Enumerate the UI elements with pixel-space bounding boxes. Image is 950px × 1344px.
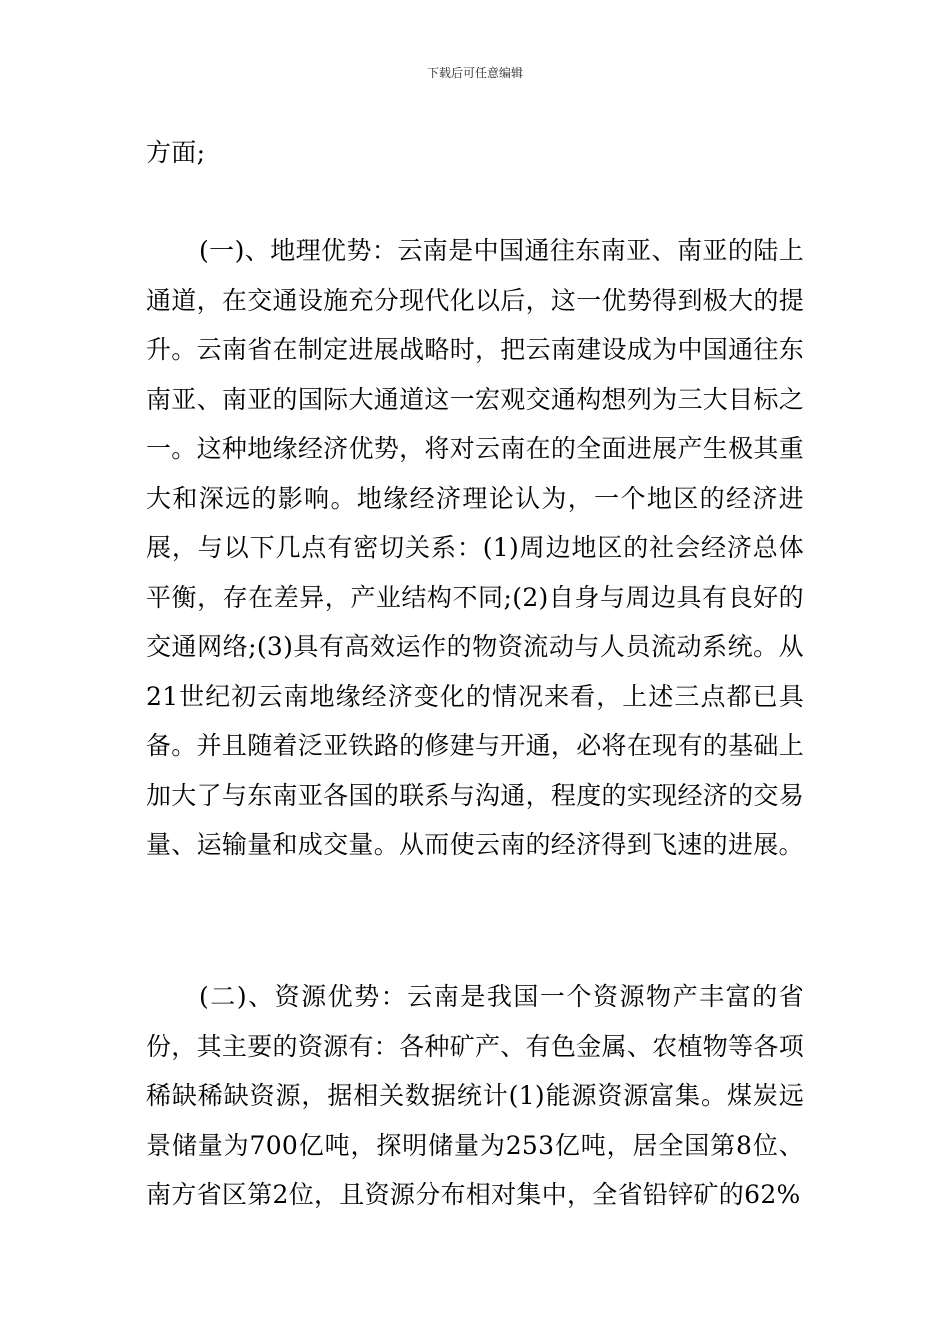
paragraph-block-2 [146,226,804,870]
page-header: 下载后可任意编辑 [426,66,523,80]
paragraph-continuation: 方面; [146,138,206,167]
paragraph-block-1 [146,128,804,178]
paragraph-resource-advantage: (二)、资源优势：云南是我国一个资源物产丰富的省份，其主要的资源有：各种矿产、有色金属、农植物等各项稀缺稀缺资源，据相关数据统计(1)能源资源富集。煤炭远景储量为700亿吨，探明储量为253亿吨，居全国第8位、南方省区第2位，且资源分布相对集中，全省铅锌矿的62% [146,982,804,1209]
paragraph-block-3 [146,972,804,1220]
paragraph-geographic-advantage: (一)、地理优势：云南是中国通往东南亚、南亚的陆上通道，在交通设施充分现代化以后，这一优势得到极大的提升。云南省在制定进展战略时，把云南建设成为中国通往东南亚、南亚的国际大通道这一宏观交通构想列为三大目标之一。这种地缘经济优势，将对云南在的全面进展产生极其重大和深远的影响。地缘经济理论认为，一个地区的经济进展，与以下几点有密切关系：(1)周边地区的社会经济总体平衡，存在差异，产业结构不同;(2)自身与周边具有良好的交通网络;(3)具有高效运作的物资流动与人员流动系统。从21世纪初云南地缘经济变化的情况来看，上述三点都已具备。并且随着泛亚铁路的修建与开通，必将在现有的基础上加大了与东南亚各国的联系与沟通，程度的实现经济的交易量、运输量和成交量。从而使云南的经济得到飞速的进展。 [146,236,804,859]
